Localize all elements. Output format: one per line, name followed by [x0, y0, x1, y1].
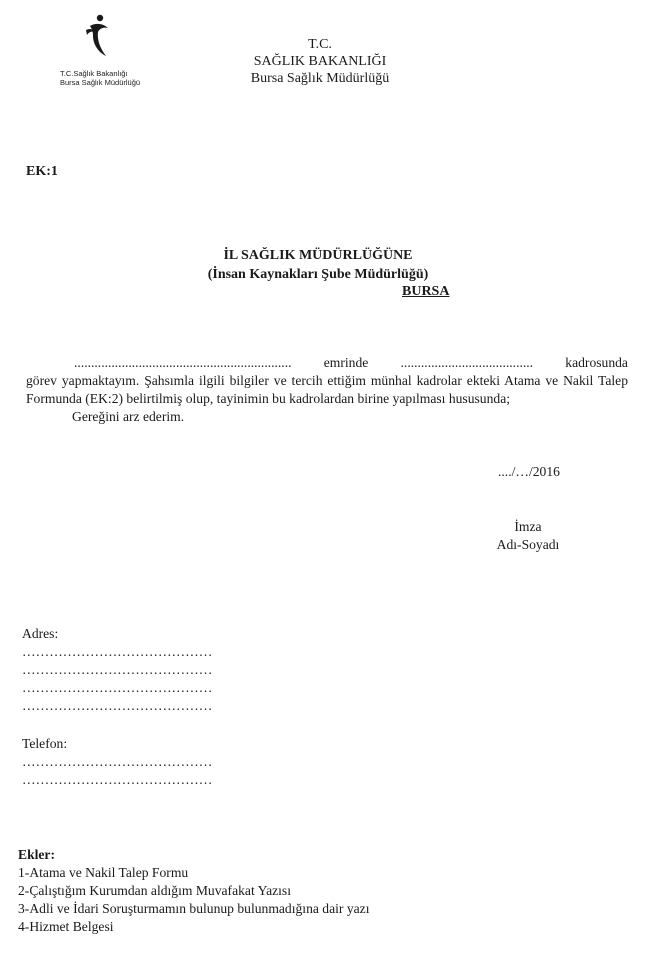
- blank-unit[interactable]: ................................................................: [74, 355, 292, 370]
- letterhead-tc: T.C.: [308, 37, 332, 52]
- letter-first-line: [26, 354, 628, 372]
- address-line[interactable]: ……………………………………: [22, 680, 213, 695]
- phone-label: Telefon:: [22, 736, 68, 751]
- attachment-item: 3-Adli ve İdari Soruşturmamın bulunup bulunmadığına dair yazı: [18, 901, 370, 916]
- address-section: [22, 625, 212, 715]
- signature-label: İmza: [514, 519, 542, 534]
- annex-label: EK:1: [26, 164, 58, 179]
- attachment-item: 2-Çalıştığım Kurumdan aldığım Muvafakat Yazısı: [18, 883, 291, 898]
- phone-line[interactable]: ……………………………………: [22, 754, 213, 769]
- word-kadrosunda: kadrosunda: [565, 355, 628, 370]
- phone-section: [22, 735, 212, 789]
- phone-line[interactable]: ……………………………………: [22, 772, 213, 787]
- name-surname-label: Adı-Soyadı: [496, 537, 560, 552]
- addressee-block: [150, 246, 486, 284]
- logo-caption-ministry: T.C.Sağlık Bakanlığı: [60, 69, 128, 78]
- attachment-item: 1-Atama ve Nakil Talep Formu: [18, 865, 189, 880]
- addressee-line2: (İnsan Kaynakları Şube Müdürlüğü): [207, 267, 429, 282]
- attachments-section: [18, 846, 369, 936]
- address-line[interactable]: ……………………………………: [22, 698, 213, 713]
- date-field[interactable]: ..../…/2016: [498, 464, 560, 479]
- letter-closing: Gereğini arz ederim.: [72, 409, 185, 424]
- logo-caption-directorate: Bursa Sağlık Müdürlüğü: [60, 78, 141, 87]
- letter-paragraph: görev yapmaktayım. Şahsımla ilgili bilgiler ve tercih ettiğim münhal kadrolar ekteki Atama ve Nakil Talep Formunda (EK:2) belirtilmiş olup, tayinimin bu kadrolardan birine yapılması hususunda;: [26, 373, 628, 406]
- blank-position[interactable]: .......................................: [400, 355, 534, 370]
- addressee-line1: İL SAĞLIK MÜDÜRLÜĞÜNE: [223, 248, 413, 263]
- address-label: Adres:: [22, 626, 59, 641]
- address-line[interactable]: ……………………………………: [22, 662, 213, 677]
- word-emrinde: emrinde: [323, 355, 369, 370]
- letterhead-directorate: Bursa Sağlık Müdürlüğü: [250, 71, 390, 86]
- ministry-logo: [48, 8, 158, 88]
- ministry-crescent-star-icon: [62, 8, 132, 70]
- addressee-city: BURSA: [402, 284, 450, 299]
- letter-body: [26, 354, 628, 426]
- letterhead-ministry: SAĞLIK BAKANLIĞI: [253, 54, 387, 69]
- letterhead: [220, 36, 420, 87]
- address-line[interactable]: ……………………………………: [22, 644, 213, 659]
- attachments-title: Ekler:: [18, 847, 55, 862]
- attachment-item: 4-Hizmet Belgesi: [18, 919, 114, 934]
- signature-block: [488, 518, 568, 554]
